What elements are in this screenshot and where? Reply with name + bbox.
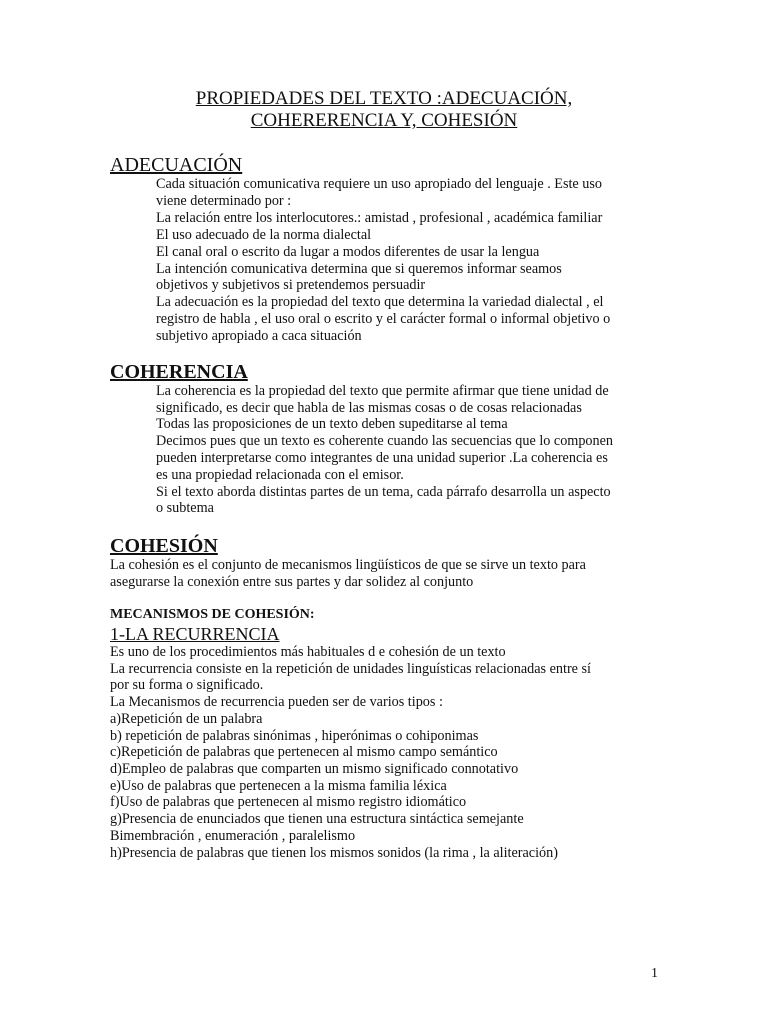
paragraph-line: por su forma o significado. — [110, 677, 264, 693]
list-item: f)Uso de palabras que pertenecen al mismo registro idiomático — [110, 794, 467, 810]
paragraph-line: significado, es decir que habla de las mismas cosas o de cosas relacionadas — [156, 400, 582, 416]
paragraph-line: registro de habla , el uso oral o escrito y el carácter formal o informal objetivo o — [156, 311, 611, 327]
paragraph-line: objetivos y subjetivos si pretendemos persuadir — [156, 277, 426, 293]
subheading-mecanismos: MECANISMOS DE COHESIÓN: — [110, 607, 315, 622]
paragraph-line: La adecuación es la propiedad del texto que determina la variedad dialectal , el — [156, 294, 604, 310]
paragraph-line: Si el texto aborda distintas partes de un tema, cada párrafo desarrolla un aspecto — [156, 484, 611, 500]
paragraph-line: Es uno de los procedimientos más habituales d e cohesión de un texto — [110, 644, 506, 660]
paragraph-line: La Mecanismos de recurrencia pueden ser de varios tipos : — [110, 694, 443, 710]
paragraph-line: La coherencia es la propiedad del texto que permite afirmar que tiene unidad de — [156, 383, 609, 399]
list-item: a)Repetición de un palabra — [110, 711, 263, 727]
paragraph-line: La recurrencia consiste en la repetición de unidades linguísticas relacionadas entre sí — [110, 661, 591, 677]
paragraph-line: Cada situación comunicativa requiere un uso apropiado del lenguaje . Este uso — [156, 176, 602, 192]
paragraph-line: Todas las proposiciones de un texto deben supeditarse al tema — [156, 416, 508, 432]
document-title-line-1: PROPIEDADES DEL TEXTO :ADECUACIÓN, — [195, 88, 573, 109]
list-item: c)Repetición de palabras que pertenecen al mismo campo semántico — [110, 744, 498, 760]
list-item: e)Uso de palabras que pertenecen a la misma familia léxica — [110, 778, 447, 794]
list-item: Bimembración , enumeración , paralelismo — [110, 828, 356, 844]
paragraph-line: viene determinado por : — [156, 193, 292, 209]
section-heading-coherencia: COHERENCIA — [110, 361, 248, 383]
section-heading-cohesion: COHESIÓN — [110, 535, 218, 557]
section-heading-adecuacion: ADECUACIÓN — [110, 154, 243, 176]
paragraph-line: La cohesión es el conjunto de mecanismos lingüísticos de que se sirve un texto para — [110, 557, 586, 573]
list-item: d)Empleo de palabras que comparten un mismo significado connotativo — [110, 761, 519, 777]
paragraph-line: La relación entre los interlocutores.: amistad , profesional , académica familiar — [156, 210, 603, 226]
paragraph-line: subjetivo apropiado a caca situación — [156, 328, 362, 344]
list-item: g)Presencia de enunciados que tienen una estructura sintáctica semejante — [110, 811, 524, 827]
paragraph-line: El uso adecuado de la norma dialectal — [156, 227, 372, 243]
subheading-recurrencia: 1-LA RECURRENCIA — [110, 624, 280, 644]
paragraph-line: La intención comunicativa determina que si queremos informar seamos — [156, 261, 562, 277]
paragraph-line: es una propiedad relacionada con el emisor. — [156, 467, 404, 483]
list-item: b) repetición de palabras sinónimas , hiperónimas o cohiponimas — [110, 728, 479, 744]
page-number: 1 — [651, 966, 658, 981]
paragraph-line: Decimos pues que un texto es coherente cuando las secuencias que lo componen — [156, 433, 613, 449]
paragraph-line: o subtema — [156, 500, 214, 516]
paragraph-line: asegurarse la conexión entre sus partes y dar solidez al conjunto — [110, 574, 474, 590]
paragraph-line: pueden interpretarse como integrantes de una unidad superior .La coherencia es — [156, 450, 608, 466]
document-title-line-2: COHERERENCIA Y, COHESIÓN — [250, 110, 518, 131]
paragraph-line: El canal oral o escrito da lugar a modos diferentes de usar la lengua — [156, 244, 540, 260]
list-item: h)Presencia de palabras que tienen los mismos sonidos (la rima , la aliteración) — [110, 845, 558, 861]
